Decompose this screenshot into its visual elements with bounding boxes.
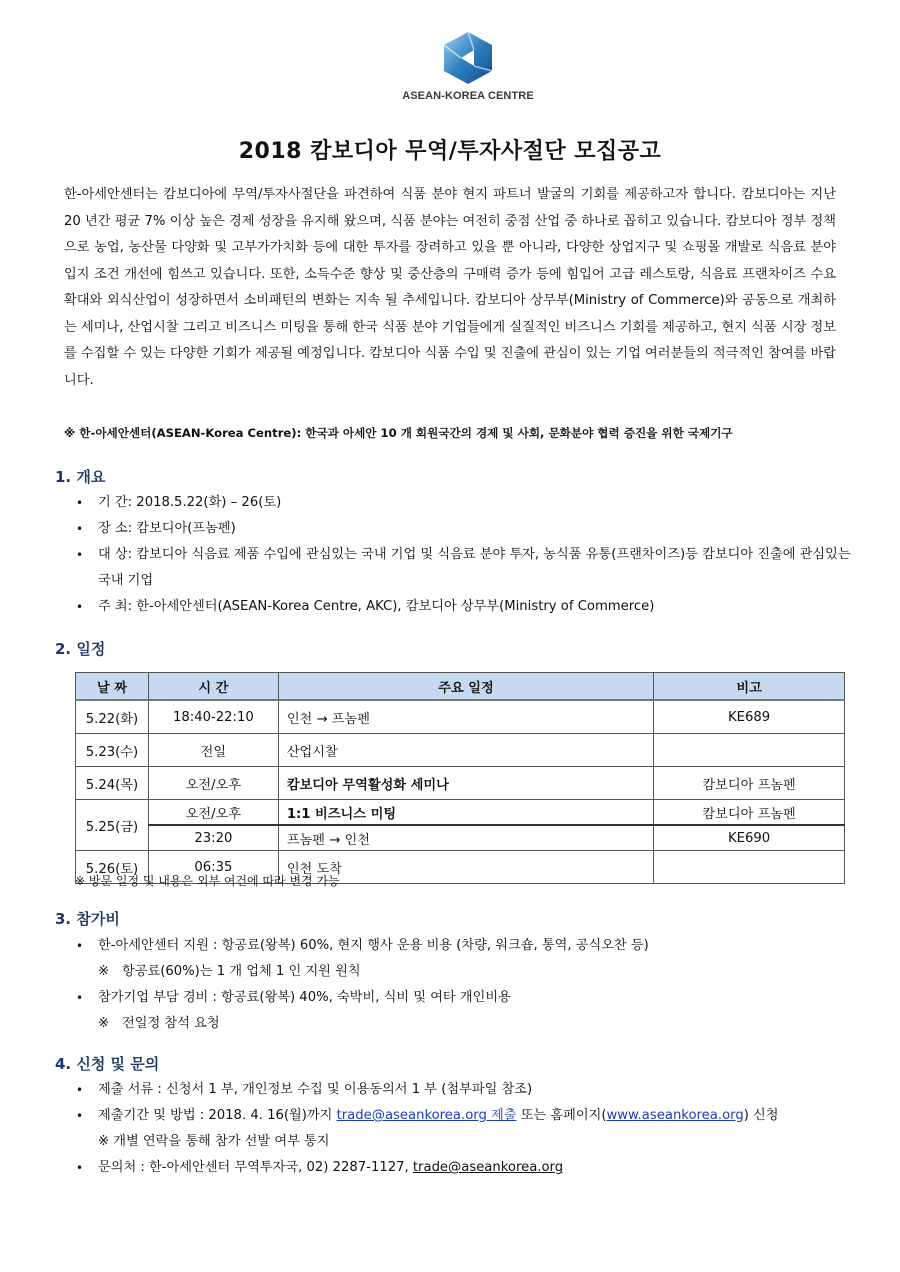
homepage-link[interactable]: www.aseankorea.org (606, 1108, 744, 1123)
contact-email-link[interactable]: trade@aseankorea.org (412, 1160, 564, 1175)
apply-list (72, 1077, 852, 1181)
table-row: 5.24(목) 오전/오후 캄보디아 무역활성화 세미나 캄보디아 프놈펜 (76, 767, 845, 800)
col-header-time: 시 간 (148, 673, 278, 701)
fee-item-burden: • 참가기업 부담 경비 : 항공료(왕복) 40%, 숙박비, 식비 및 여타 개인비용 (72, 985, 852, 1011)
bullet-icon: • (76, 522, 84, 536)
intro-paragraph (64, 182, 836, 394)
overview-item-place: • 장 소: 캄보디아(프놈펜) (72, 516, 852, 542)
col-header-event: 주요 일정 (278, 673, 653, 701)
bullet-icon: • (76, 496, 84, 510)
bullet-icon: • (76, 1083, 84, 1097)
intro-note: ※ 한-아세안센터(ASEAN-Korea Centre): 한국과 아세안 10 개 회원국간의 경제 및 사회, 문화분야 협력 증진을 위한 국제기구 (64, 426, 733, 440)
section-heading-fee: 3. 참가비 (55, 910, 120, 928)
col-header-note: 비고 (654, 673, 845, 701)
bullet-icon: • (76, 548, 84, 562)
akc-logo (388, 30, 548, 102)
bullet-icon: • (76, 1109, 84, 1123)
apply-item-period-note: ※ 개별 연락을 통해 참가 선발 여부 통지 (98, 1134, 330, 1149)
section-heading-schedule: 2. 일정 (55, 640, 106, 658)
table-row: 5.23(수) 전일 산업시찰 (76, 734, 845, 767)
fee-item-burden-note: ※ 전일정 참석 요청 (72, 1011, 852, 1037)
page-title: 2018 캄보디아 무역/투자사절단 모집공고 (238, 139, 662, 164)
reference-mark-icon: ※ (98, 1016, 110, 1031)
section-heading-overview: 1. 개요 (55, 468, 106, 486)
table-row: 23:20 프놈펜 → 인천 KE690 (76, 825, 845, 851)
fee-list (72, 933, 852, 1037)
bullet-icon: • (76, 1161, 84, 1175)
table-header-row (76, 673, 845, 701)
schedule-footnote: ※ 방문 일정 및 내용은 외부 여건에 따라 변경 가능 (75, 874, 340, 888)
apply-item-period: • 제출기간 및 방법 : 2018. 4. 16(월)까지 trade@aseankorea.org 제출 또는 홈페이지(www.aseankorea.org) 신청 (72, 1103, 852, 1129)
bullet-icon: • (76, 600, 84, 614)
table-row: 5.26(토) 06:35 인천 도착 (76, 851, 845, 884)
intro-text: 한-아세안센터는 캄보디아에 무역/투자사절단을 파견하여 식품 분야 현지 파트너 발굴의 기회를 제공하고자 합니다. 캄보디아는 지난 20 년간 평균 7% 이상 높은 경제 성장을 유지해 왔으며, 식품 분야는 여전히 중점 산업 중 하나로 꼽히고 있습니다. 캄보디아 정부 정책으로 농업, 농산물 다양화 및 고부가가치화 등에 대한 투자를 장려하고 있을 뿐 아니라, 다양한 상업지구 및 쇼핑몰 개발로 식음료 분야 입지 조건 개선에 힘쓰고 있습니다. 또한, 소득수준 향상 및 중산층의 구매력 증가 등에 힘입어 고급 레스토랑, 식음료 프랜차이즈 수요 확대와 외식산업이 성장하면서 소비패턴의 변화는 지속 될 추세입니다. 캄보디아 상무부(Ministry of Commerce)와 공동으로 개최하는 세미나, 산업시찰 그리고 비즈니스 미팅을 통해 한국 식품 분야 기업들에게 실질적인 비즈니스 기회를 제공하고, 현지 식품 시장 정보를 수집할 수 있는 다양한 기회가 제공될 예정입니다. 캄보디아 식품 수입 및 진출에 관심이 있는 기업 여러분들의 적극적인 참여를 바랍니다. (64, 187, 836, 388)
section-heading-apply: 4. 신청 및 문의 (55, 1055, 160, 1073)
overview-item-host: • 주 최: 한-아세안센터(ASEAN-Korea Centre, AKC), 캄보디아 상무부(Ministry of Commerce) (72, 594, 852, 620)
bullet-icon: • (76, 939, 84, 953)
fee-item-support-note: ※ 항공료(60%)는 1 개 업체 1 인 지원 원칙 (72, 959, 852, 985)
table-row: 5.25(금) 오전/오후 1:1 비즈니스 미팅 캄보디아 프놈펜 (76, 800, 845, 826)
logo-text: ASEAN-KOREA CENTRE (402, 90, 534, 102)
bullet-icon: • (76, 991, 84, 1005)
akc-hexagon-ribbon-logo-icon (441, 30, 495, 86)
apply-item-contact: • 문의처 : 한-아세안센터 무역투자국, 02) 2287-1127, trade@aseankorea.org (72, 1155, 852, 1181)
overview-item-target: • 대 상: 캄보디아 식음료 제품 수입에 관심있는 국내 기업 및 식음료 분야 투자, 농식품 유통(프랜차이즈)등 캄보디아 진출에 관심있는 국내 기업 (72, 542, 852, 594)
fee-item-support: • 한-아세안센터 지원 : 항공료(왕복) 60%, 현지 행사 운용 비용 (차량, 워크숍, 통역, 공식오찬 등) (72, 933, 852, 959)
email-link[interactable]: trade@aseankorea.org 제출 (336, 1108, 517, 1123)
overview-list (72, 490, 852, 620)
schedule-table (75, 672, 845, 884)
reference-mark-icon: ※ (98, 964, 110, 979)
table-row: 5.22(화) 18:40-22:10 인천 → 프놈펜 KE689 (76, 700, 845, 734)
overview-item-period: • 기 간: 2018.5.22(화) – 26(토) (72, 490, 852, 516)
apply-item-docs: • 제출 서류 : 신청서 1 부, 개인정보 수집 및 이용동의서 1 부 (첨부파일 참조) (72, 1077, 852, 1103)
col-header-date: 날 짜 (76, 673, 149, 701)
